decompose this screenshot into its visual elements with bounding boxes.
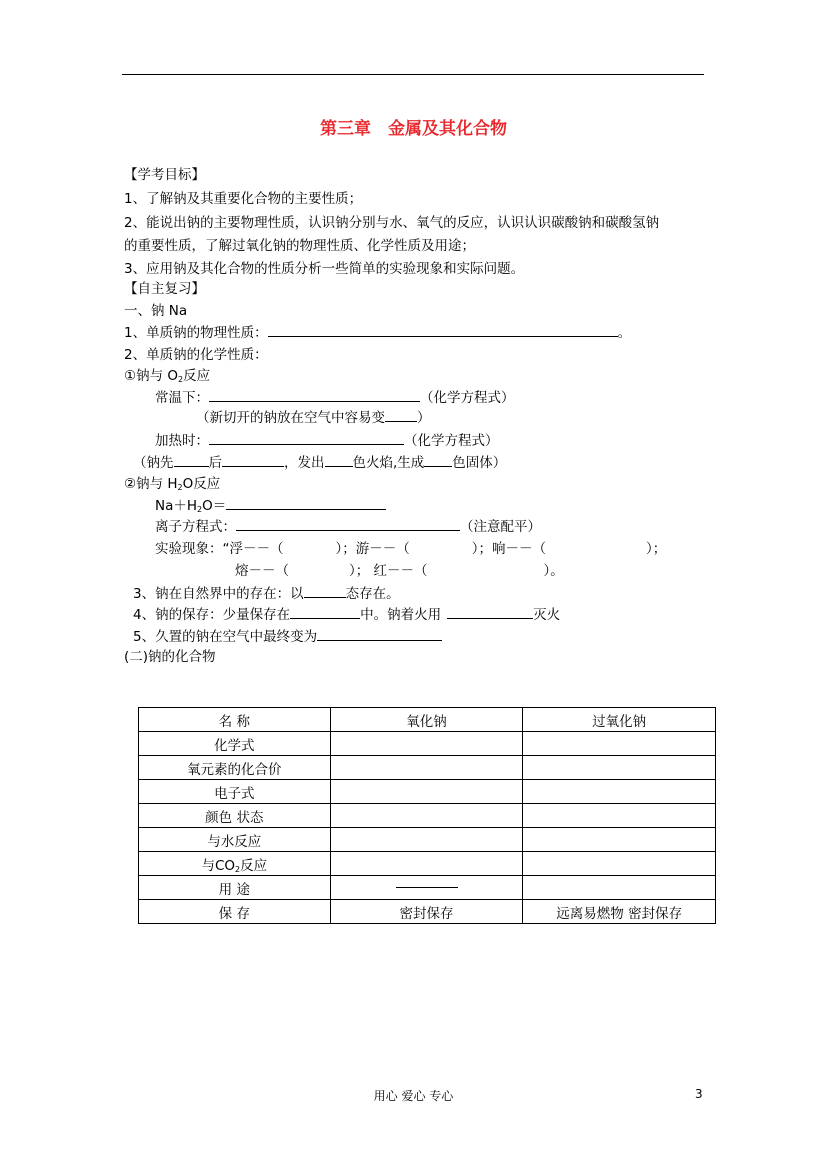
phen-text: ）； 红－－（ <box>349 563 428 579</box>
row-label: 用 途 <box>139 876 331 900</box>
table-row <box>139 732 716 756</box>
equation-note: （化学方程式） <box>404 433 499 449</box>
fresh-cut-end: ） <box>417 410 431 426</box>
table-cell[interactable] <box>330 732 523 756</box>
phen-text: ）。 <box>543 563 564 579</box>
q1-label: 1、单质钠的物理性质： <box>124 325 268 341</box>
o2-title-end: 反应 <box>183 368 211 384</box>
question-physical-properties <box>124 321 631 341</box>
heating-line <box>155 429 499 449</box>
answer-blank[interactable] <box>268 322 618 337</box>
q4-text: 中。钠着火用 <box>360 607 442 623</box>
goals-heading: 【学考目标】 <box>124 167 205 183</box>
phen-text: 实验现象：“浮－－（ <box>155 541 284 557</box>
goal-item-1: 1、了解钠及其重要化合物的主要性质； <box>124 191 363 207</box>
h2o-title: ②钠与 H <box>124 476 178 492</box>
goal-item-2a: 2、能说出钠的主要物理性质，认识钠分别与水、氧气的反应，认识认识碳酸钠和碳酸氢钠 <box>124 215 660 231</box>
compounds-table <box>138 707 716 924</box>
h2o-title-end: O反应 <box>182 476 221 492</box>
header-name: 名 称 <box>139 708 331 732</box>
answer-blank[interactable] <box>447 604 533 619</box>
q1-suffix: 。 <box>617 325 632 341</box>
ionic-label: 离子方程式： <box>155 519 236 535</box>
answer-blank[interactable] <box>209 387 420 402</box>
answer-blank[interactable] <box>209 430 404 445</box>
goal-item-3: 3、应用钠及其化合物的性质分析一些简单的实验现象和实际问题。 <box>124 261 525 277</box>
table-row <box>139 804 716 828</box>
row-label: 保 存 <box>139 900 331 924</box>
answer-blank[interactable] <box>222 452 284 467</box>
burn-text: 色固体） <box>452 455 507 471</box>
table-cell[interactable] <box>330 876 523 900</box>
question-natural-state <box>133 582 400 602</box>
answer-blank[interactable] <box>304 583 346 598</box>
question-storage <box>133 603 560 623</box>
subsection-na-o2 <box>124 364 210 384</box>
q3-text: 态存在。 <box>345 586 400 602</box>
table-cell[interactable] <box>523 852 716 876</box>
table-cell[interactable] <box>330 828 523 852</box>
burn-text: ，发出 <box>284 455 325 471</box>
table-row <box>139 828 716 852</box>
header-rule <box>122 74 704 75</box>
q4-text: 4、钠的保存：少量保存在 <box>133 607 291 623</box>
header-sodium-oxide: 氧化钠 <box>330 708 523 732</box>
table-cell[interactable] <box>330 756 523 780</box>
table-cell[interactable] <box>523 876 716 900</box>
phen-text: ）； <box>646 541 667 557</box>
table-header-row <box>139 708 716 732</box>
eq-text: O＝ <box>202 498 227 514</box>
question-final-product <box>133 625 442 645</box>
answer-blank[interactable] <box>385 407 417 422</box>
row-label: 电子式 <box>139 780 331 804</box>
phen-text: ）；游－－（ <box>335 541 410 557</box>
burn-text: 色火焰,生成 <box>352 455 425 471</box>
ionic-equation-line <box>155 515 541 535</box>
o2-sub: 2 <box>178 375 184 384</box>
section-compounds: (二)钠的化合物 <box>124 649 216 665</box>
answer-blank[interactable] <box>424 452 452 467</box>
table-row <box>139 780 716 804</box>
row-label: 颜色 状态 <box>139 804 331 828</box>
subsection-na-h2o <box>124 472 220 492</box>
eq-text: Na＋H <box>155 498 198 514</box>
heating-label: 加热时： <box>155 433 209 449</box>
table-cell[interactable] <box>523 780 716 804</box>
table-cell[interactable] <box>523 756 716 780</box>
footer-motto: 用心 爱心 专心 <box>373 1089 454 1103</box>
table-row <box>139 876 716 900</box>
ionic-note: （注意配平） <box>460 519 541 535</box>
question-chemical-properties: 2、单质钠的化学性质： <box>124 347 268 363</box>
storage-sodium-oxide: 密封保存 <box>330 900 523 924</box>
answer-blank[interactable] <box>325 452 353 467</box>
page-number: 3 <box>695 1087 703 1101</box>
table-row <box>139 756 716 780</box>
storage-sodium-peroxide: 远离易燃物 密封保存 <box>523 900 716 924</box>
na-water-equation <box>155 494 386 514</box>
dash-mark <box>396 887 458 888</box>
table-row <box>139 900 716 924</box>
phenomena-line-2 <box>235 559 564 579</box>
answer-blank[interactable] <box>317 626 442 641</box>
table-cell[interactable] <box>523 804 716 828</box>
phenomena-line-1 <box>155 537 666 557</box>
table-row <box>139 852 716 876</box>
o2-title: ①钠与 O <box>124 368 179 384</box>
co2-text: 与CO <box>201 857 236 874</box>
h2o-sub: 2 <box>177 483 183 492</box>
phen-text: ）；响－－（ <box>471 541 546 557</box>
co2-sub: 2 <box>235 864 241 874</box>
room-temp-line <box>155 386 515 406</box>
co2-text: 反应 <box>240 857 268 874</box>
fresh-cut-text: （新切开的钠放在空气中容易变 <box>196 410 385 426</box>
burn-text: （钠先 <box>133 455 174 471</box>
room-temp-label: 常温下： <box>155 390 209 406</box>
q3-text: 3、钠在自然界中的存在：以 <box>133 586 304 602</box>
burn-text: 后 <box>208 455 222 471</box>
page-title: 第三章 金属及其化合物 <box>320 119 507 139</box>
answer-blank[interactable] <box>290 604 360 619</box>
q5-text: 5、久置的钠在空气中最终变为 <box>133 629 318 645</box>
table-cell[interactable] <box>523 732 716 756</box>
review-heading: 【自主复习】 <box>124 281 205 297</box>
table-cell[interactable] <box>330 780 523 804</box>
section-sodium: 一、钠 Na <box>124 303 188 319</box>
burning-line <box>133 451 506 471</box>
answer-blank[interactable] <box>174 452 209 467</box>
row-label: 化学式 <box>139 732 331 756</box>
header-sodium-peroxide: 过氧化钠 <box>523 708 716 732</box>
table-cell[interactable] <box>330 852 523 876</box>
q4-text: 灭火 <box>533 607 561 623</box>
row-label <box>139 852 331 876</box>
table-cell[interactable] <box>330 804 523 828</box>
row-label: 氧元素的化合价 <box>139 756 331 780</box>
answer-blank[interactable] <box>236 516 460 531</box>
row-label: 与水反应 <box>139 828 331 852</box>
goal-item-2b: 的重要性质，了解过氧化钠的物理性质、化学性质及用途； <box>124 238 475 254</box>
eq-sub: 2 <box>197 505 203 514</box>
table-cell[interactable] <box>523 828 716 852</box>
answer-blank[interactable] <box>226 495 386 510</box>
phen-text: 熔－－（ <box>235 563 289 579</box>
equation-note: （化学方程式） <box>420 390 515 406</box>
fresh-cut-line <box>196 406 431 426</box>
